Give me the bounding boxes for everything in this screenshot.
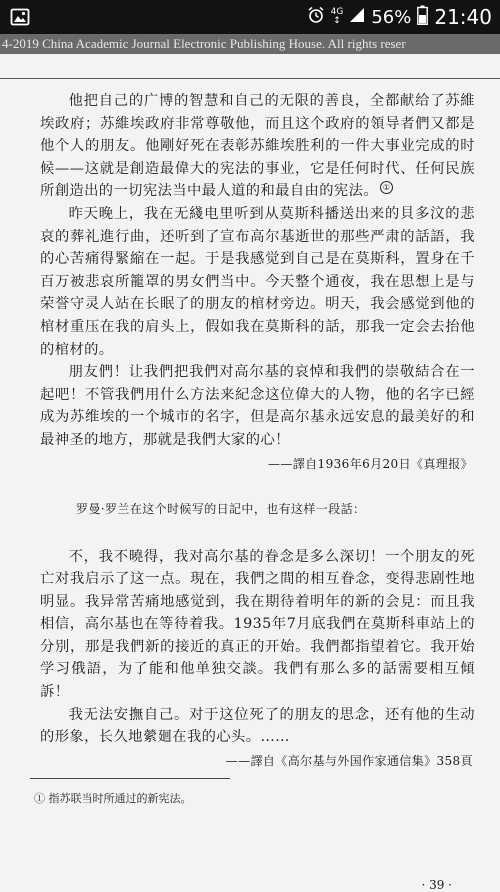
article-body bbox=[40, 90, 475, 771]
source-citation-2: ——譯自《高尔基与外国作家通信集》358頁 bbox=[225, 753, 473, 768]
paragraph-4: 不，我不曉得，我对高尔基的眷念是多么深切！一个朋友的死亡对我启示了这一点。現在，我們之間的相互眷念，变得悲剧性地明显。我异常苦痛地感觉到，我在期待着明年的新的会見：而且我相信，高尔基也在等待着我。1935年7月底我們在莫斯科車站上的分別，那是我們新的接近的真正的开始。我們都指望着它。我开始学习俄語，为了能和他单独交談。我們有那么多的話需要相互傾訴！ bbox=[40, 548, 475, 701]
page-number: · 39 · bbox=[421, 878, 452, 892]
footnote-number: ① bbox=[34, 792, 45, 805]
paragraph-5: 我无法安撫自己。对于这位死了的朋友的思念，还有他的生动的形象，长久地縈廻在我的心头。…… bbox=[40, 706, 475, 746]
intro-line: 罗曼·罗兰在这个时候写的日記中，也有这样一段話： bbox=[76, 501, 366, 516]
clock: 21:40 bbox=[434, 5, 492, 29]
header-rule bbox=[0, 78, 500, 79]
footnote-text: 指苏联当时所通过的新宪法。 bbox=[48, 792, 192, 805]
paragraph-1: 他把自己的广博的智慧和自己的无限的善良，全都献给了苏維埃政府；苏維埃政府非常尊敬他，而且这个政府的領导者們又都是他个人的朋友。他剛好死在表彰苏維埃胜利的一件大事业完成的时候——这就是創造最偉大的宪法的事业，它是任何时代、任何民族所創造出的一切宪法当中最人道的和最自由的宪法。 ① bbox=[40, 93, 475, 200]
copyright-watermark: 4-2019 China Academic Journal Electronic Publishing House. All rights reser bbox=[0, 34, 500, 54]
source-citation-1: ——譯自1936年6月20日《真理报》 bbox=[267, 456, 473, 471]
paragraph-3: 朋友們！让我們把我們对高尔基的哀悼和我們的崇敬結合在一起吧！不管我們用什么方法来紀念这位偉大的人物，他的名字已經成为苏维埃的一个城市的名字，但是高尔基永远安息的最美好的和最神圣的地方，那就是我們大家的心！ bbox=[40, 364, 475, 448]
footnote-rule bbox=[30, 778, 230, 779]
battery-icon bbox=[417, 5, 428, 29]
signal-icon bbox=[349, 7, 365, 27]
footnote-marker: ① bbox=[380, 181, 393, 194]
status-bar bbox=[0, 0, 500, 34]
footnote bbox=[34, 791, 192, 807]
gallery-icon bbox=[10, 7, 30, 27]
alarm-icon bbox=[307, 6, 325, 28]
network-type-label: 4G ↕ bbox=[330, 7, 344, 26]
paragraph-2: 昨天晚上，我在无綫电里听到从莫斯科播送出来的貝多汶的悲哀的葬礼進行曲，还听到了宣布高尔基逝世的那些严肃的話語，我的心苦痛得緊縮在一起。于是我感觉到自己是在莫斯科，置身在千百万被悲哀所籠罩的男女們当中。今天整个通夜，我在思想上是与荣誉守灵人站在长眠了的朋友的棺材旁边。明天，我会感觉到他的棺材重压在我的肩头上，假如我在莫斯科的話，那我一定会去抬他的棺材的。 bbox=[40, 205, 475, 358]
battery-percent: 56% bbox=[371, 6, 412, 28]
